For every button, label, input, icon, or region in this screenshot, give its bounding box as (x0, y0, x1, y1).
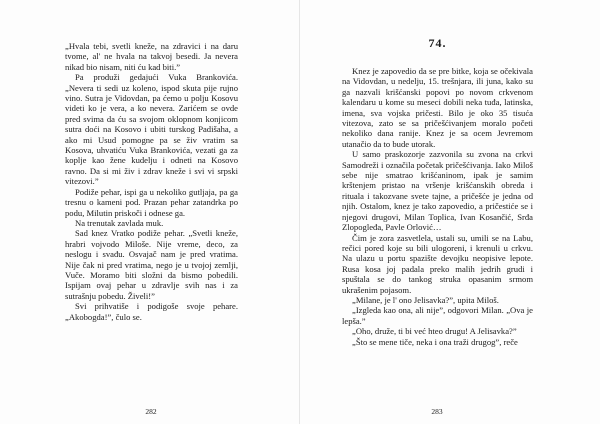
paragraph: „Oho, druže, ti bi već hteo drugu! A Jelisavka?” (352, 326, 517, 337)
paragraph: Sad knez Vratko podiže pehar. „Svetli kneže, hrabri vojvodo Miloše. Nije vreme, deco, za neslogu i svađu. Osvajač nam je pred vratima. Nije čak ni pred vratima, nego je u tvojoj zemlji, Vuče. Moramo biti složni da bismo pobedili. Ispijam ovaj pehar u zdravlje svih nas i za sutrašnju pobedu. Živeli!” (65, 228, 238, 301)
paragraph: Čim je zora zasvetlela, ustali su, umili se na Labu, rečici pored koje su bili ulogoreni, i krenuli u crkvu. Na ulazu u portu spazište devojku neopisive lepote. Rusa kosa joj padala preko malih jedrih grudi i spuštala se do tankog struka opasanim srmom ukrašenim pojasom. (342, 232, 533, 295)
paragraph: U samo praskozorje zazvonila su zvona na crkvi Samodreži i označila početak pričešćivanja. Iako Miloš sebe nije smatrao krišćaninom, ipak je samim krštenjem pristao na vršenje krišćanskih obreda i rituala i takozvane svete tajne, a pričešće je jedna od njih. Ostalom, knez je tako zapovedio, a pričestiće se i njegovi drugovi, Milan Toplica, Ivan Kosančić, Srđa Zlopogleđa, Pavle Orlović… (342, 149, 533, 233)
right-page-text (342, 66, 533, 347)
paragraph: Podiže pehar, ispi ga u nekoliko gutljaja, pa ga tresnu o kameni pod. Prazan pehar zatandrka po podu, Milutin priskoči i odnese ga. (65, 186, 238, 218)
page-number: 282 (145, 407, 157, 416)
paragraph: „Hvala tebi, svetli kneže, na zdravici i na daru tvome, al' ne hvala na takvoj besedi. Ja nevera nikad bio nisam, niti ću kad biti.” (65, 41, 238, 72)
right-page (300, 0, 600, 424)
paragraph: Knez je zapovedio da se pre bitke, koja se očekivala na Vidovdan, u nedelju, 15. trešnjara, ili juna, kako su ga nazvali krišćanski popovi po novom crkvenom kalendaru u kome su meseci dobili neka tuđa, latinska, imena, sva vojska pričesti. Bilo je oko 35 tisuća vitezova, zato se sa pričešćivanjem moralo početi nekoliko dana ranije. Knez je sa ocem Jevremom utanačio da to bude utorak. (342, 66, 533, 149)
left-page-text (65, 41, 238, 322)
paragraph: Svi prihvatiše i podigoše svoje pehare. „Akobogda!”, čulo se. (65, 301, 238, 322)
page-number: 283 (431, 407, 443, 416)
chapter-number: 74. (428, 36, 447, 50)
paragraph: Pa produži gedajući Vuka Brankovića. „Nevera ti sedi uz koleno, ispod skuta pije rujno vino. Sutra je Vidovdan, pa ćemo u polju Kosovu videti ko je vera, a ko nevera. Zarićem se ovde pred svima da ću sa svojom oklopnom konjicom sutra doći na Kosovo i ubiti turskog Padišaha, a ako mi Usud pomogne pa se živ vratim sa Kosova, uhvatiću Vuka Brankovića, vezati ga za koplje kao žene kudelju i odneti na Kosovo ravno. Da si mi živ i zdrav kneže i svi vi srpski vitezovi.” (65, 72, 238, 187)
paragraph: „Izgleda kao ona, ali nije”, odgovori Milan. „Ova je lepša.” (342, 305, 533, 326)
paragraph: „Milane, je l' ono Jelisavka?”, upita Miloš. (352, 294, 499, 305)
paragraph: Na trenutak zavlada muk. (75, 217, 164, 228)
paragraph: „Što se mene tiče, neka i ona traži drugog”, reče (352, 336, 518, 347)
